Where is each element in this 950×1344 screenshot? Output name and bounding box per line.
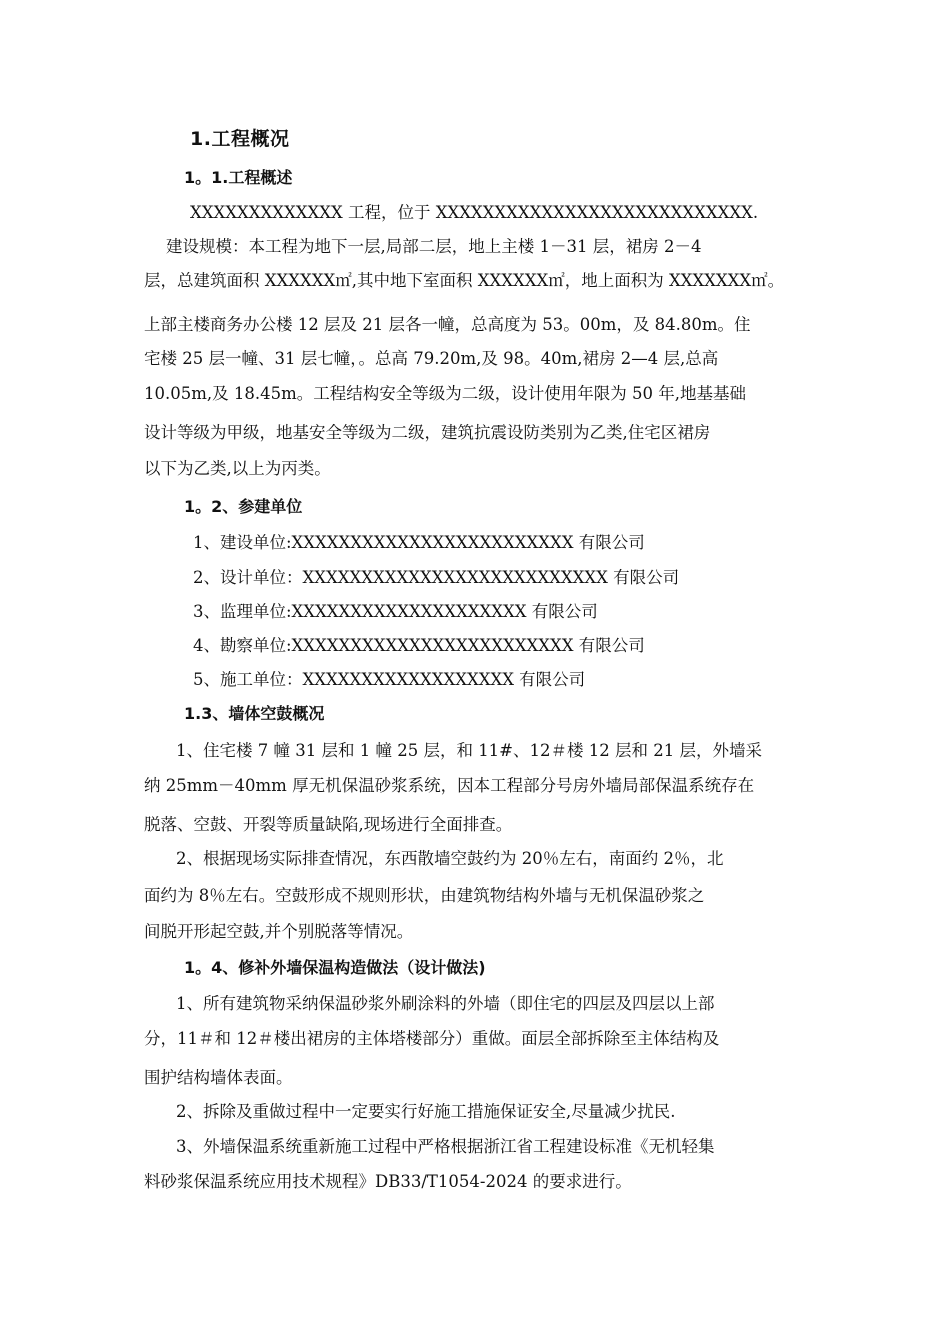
list-item: 5、施工单位：XXXXXXXXXXXXXXXXXX 有限公司 — [193, 670, 586, 689]
paragraph-line: 2、根据现场实际排查情况，东西散墙空鼓约为 20％左右，南面约 2％，北 — [176, 849, 724, 868]
paragraph-line: 层，总建筑面积 XXXXXX㎡,其中地下室面积 XXXXXX㎡，地上面积为 XXXXXXX㎡。 — [144, 271, 785, 290]
chapter-heading: 1.工程概况 — [190, 128, 290, 150]
section-1-1-title: 1。1.工程概述 — [184, 168, 293, 187]
list-item: 4、勘察单位:XXXXXXXXXXXXXXXXXXXXXXXX 有限公司 — [193, 636, 645, 655]
paragraph-line: 设计等级为甲级，地基安全等级为二级，建筑抗震设防类别为乙类,住宅区裙房 — [144, 423, 711, 442]
paragraph-line: 2、拆除及重做过程中一定要实行好施工措施保证安全,尽量减少扰民. — [176, 1102, 676, 1121]
list-item: 1、建设单位:XXXXXXXXXXXXXXXXXXXXXXXX 有限公司 — [193, 533, 645, 552]
section-1-2-title: 1。2、参建单位 — [184, 497, 303, 516]
paragraph-line: 3、外墙保温系统重新施工过程中严格根据浙江省工程建设标准《无机轻集 — [176, 1137, 715, 1156]
paragraph-line: 面约为 8％左右。空鼓形成不规则形状，由建筑物结构外墙与无机保温砂浆之 — [144, 886, 705, 905]
paragraph-line: 10.05m,及 18.45m。工程结构安全等级为二级，设计使用年限为 50 年,地基基础 — [144, 384, 746, 403]
paragraph-line: 脱落、空鼓、开裂等质量缺陷,现场进行全面排查。 — [144, 815, 513, 834]
paragraph-line: 纳 25mm－40mm 厚无机保温砂浆系统，因本工程部分号房外墙局部保温系统存在 — [144, 776, 755, 795]
paragraph-line: 1、所有建筑物采纳保温砂浆外刷涂料的外墙（即住宅的四层及四层以上部 — [176, 994, 715, 1013]
list-item: 3、监理单位:XXXXXXXXXXXXXXXXXXXX 有限公司 — [193, 602, 598, 621]
section-1-3-title: 1.3、墙体空鼓概况 — [184, 704, 325, 723]
paragraph-line: 以下为乙类,以上为丙类。 — [144, 459, 331, 478]
section-1-4-title: 1。4、修补外墙保温构造做法（设计做法) — [184, 958, 486, 977]
paragraph-line: 料砂浆保温系统应用技术规程》DB33/T1054-2024 的要求进行。 — [144, 1172, 632, 1191]
list-item: 2、设计单位：XXXXXXXXXXXXXXXXXXXXXXXXXX 有限公司 — [193, 568, 680, 587]
paragraph-line: XXXXXXXXXXXXX 工程，位于 XXXXXXXXXXXXXXXXXXXXXXXXXXX. — [190, 203, 759, 222]
paragraph-line: 建设规模：本工程为地下一层,局部二层，地上主楼 1－31 层，裙房 2－4 — [166, 237, 702, 256]
paragraph-line: 围护结构墙体表面。 — [144, 1068, 293, 1087]
paragraph-line: 宅楼 25 层一幢、31 层七幢，。总高 79.20m,及 98。40m,裙房 2—4 层,总高 — [144, 349, 719, 368]
paragraph-line: 间脱开形起空鼓,并个别脱落等情况。 — [144, 922, 414, 941]
paragraph-line: 1、住宅楼 7 幢 31 层和 1 幢 25 层，和 11#、12＃楼 12 层和 21 层，外墙采 — [176, 741, 762, 760]
paragraph-line: 上部主楼商务办公楼 12 层及 21 层各一幢，总高度为 53。00m，及 84.80m。住 — [144, 315, 751, 334]
paragraph-line: 分，11＃和 12＃楼出裙房的主体塔楼部分）重做。面层全部拆除至主体结构及 — [144, 1029, 720, 1048]
